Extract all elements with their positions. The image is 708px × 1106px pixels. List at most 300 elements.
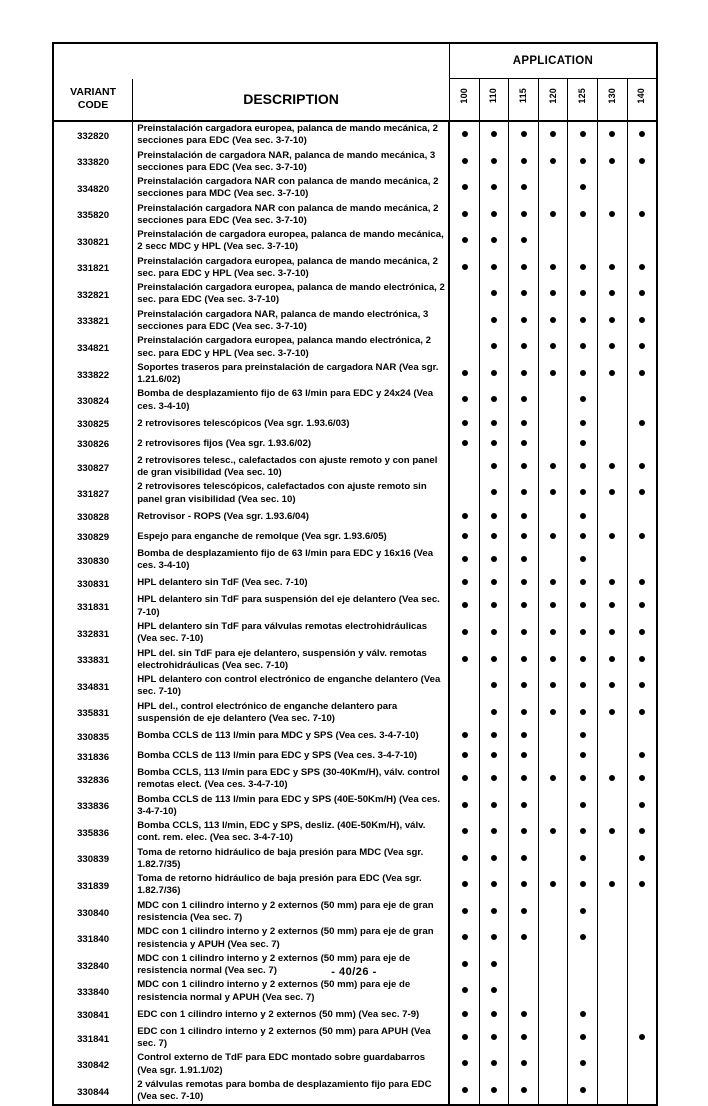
application-mark-cell-115 xyxy=(509,726,539,746)
description-header: DESCRIPTION xyxy=(133,79,450,122)
application-mark-cell-110 xyxy=(479,726,509,746)
application-dot-icon xyxy=(521,463,527,469)
application-mark-cell-110 xyxy=(479,480,509,507)
application-mark-cell-140 xyxy=(627,121,657,149)
variant-code-cell: 334831 xyxy=(53,673,133,700)
application-mark-cell-140 xyxy=(627,1025,657,1052)
application-mark-cell-130 xyxy=(598,228,628,255)
application-mark-cell-115 xyxy=(509,361,539,388)
description-cell: 2 retrovisores telescópicos, calefactados con ajuste remoto sin panel gran visibilidad (Vea sec. 10) xyxy=(133,480,450,507)
application-dot-icon xyxy=(521,709,527,715)
variant-code-cell: 331839 xyxy=(53,872,133,899)
variant-code-cell: 330829 xyxy=(53,527,133,547)
application-dot-icon xyxy=(609,158,615,164)
application-mark-cell-140 xyxy=(627,1051,657,1078)
application-dot-icon xyxy=(580,264,586,270)
application-mark-cell-115 xyxy=(509,872,539,899)
application-mark-cell-100 xyxy=(449,978,479,1005)
variant-code-cell: 333822 xyxy=(53,361,133,388)
description-cell: Bomba de desplazamiento fijo de 63 l/min para EDC y 24x24 (Vea ces. 3-4-10) xyxy=(133,387,450,414)
application-dot-icon xyxy=(521,513,527,519)
application-dot-icon xyxy=(491,656,497,662)
application-empty-cell xyxy=(550,237,556,243)
application-mark-cell-110 xyxy=(479,819,509,846)
application-mark-cell-140 xyxy=(627,480,657,507)
application-dot-icon xyxy=(609,489,615,495)
application-mark-cell-115 xyxy=(509,334,539,361)
variant-code-cell: 332831 xyxy=(53,620,133,647)
description-cell: 2 retrovisores telesc., calefactados con ajuste remoto y con panel de gran visibilidad (Vea sec. 10) xyxy=(133,454,450,481)
application-mark-cell-110 xyxy=(479,1051,509,1078)
application-dot-icon xyxy=(521,732,527,738)
application-mark-cell-125 xyxy=(568,766,598,793)
table-row xyxy=(53,175,657,202)
application-mark-cell-125 xyxy=(568,846,598,873)
application-mark-cell-120 xyxy=(538,547,568,574)
description-cell: Preinstalación cargadora NAR con palanca de mando mecánica, 2 secciones para MDC (Vea sec. 3-7-10) xyxy=(133,175,450,202)
description-cell: HPL del., control electrónico de enganche delantero para suspensión de eje delantero (Vea sec. 7-10) xyxy=(133,700,450,727)
application-dot-icon xyxy=(639,752,645,758)
application-mark-cell-120 xyxy=(538,454,568,481)
application-mark-cell-130 xyxy=(598,819,628,846)
application-mark-cell-130 xyxy=(598,434,628,454)
application-dot-icon xyxy=(639,802,645,808)
application-dot-icon xyxy=(521,682,527,688)
application-dot-icon xyxy=(491,908,497,914)
variant-code-cell: 331836 xyxy=(53,746,133,766)
application-empty-cell xyxy=(550,1060,556,1066)
application-dot-icon xyxy=(491,420,497,426)
description-cell: HPL delantero con control electrónico de enganche delantero (Vea sec. 7-10) xyxy=(133,673,450,700)
application-mark-cell-125 xyxy=(568,387,598,414)
application-empty-cell xyxy=(639,237,645,243)
table-row xyxy=(53,978,657,1005)
application-dot-icon xyxy=(580,184,586,190)
application-dot-icon xyxy=(609,656,615,662)
variant-code-header-line2: CODE xyxy=(77,99,109,112)
application-mark-cell-100 xyxy=(449,700,479,727)
application-mark-cell-115 xyxy=(509,1005,539,1025)
application-mark-cell-110 xyxy=(479,846,509,873)
application-mark-cell-100 xyxy=(449,925,479,952)
application-mark-cell-115 xyxy=(509,573,539,593)
variant-code-cell: 330824 xyxy=(53,387,133,414)
application-empty-cell xyxy=(550,752,556,758)
application-mark-cell-110 xyxy=(479,1005,509,1025)
application-dot-icon xyxy=(580,131,586,137)
application-dot-icon xyxy=(580,732,586,738)
application-dot-icon xyxy=(462,158,468,164)
application-mark-cell-140 xyxy=(627,620,657,647)
application-dot-icon xyxy=(550,131,556,137)
application-mark-cell-120 xyxy=(538,872,568,899)
application-dot-icon xyxy=(639,158,645,164)
header-row-columns xyxy=(53,79,657,122)
application-mark-cell-110 xyxy=(479,547,509,574)
application-mark-cell-130 xyxy=(598,593,628,620)
header-spacer-description xyxy=(133,43,450,79)
table-row xyxy=(53,1025,657,1052)
application-dot-icon xyxy=(580,881,586,887)
description-cell: Preinstalación cargadora europea, palanca mando electrónica, 2 sec. para EDC y HPL (Vea sec. 3-7-10) xyxy=(133,334,450,361)
application-mark-cell-100 xyxy=(449,434,479,454)
application-dot-icon xyxy=(521,370,527,376)
application-mark-cell-125 xyxy=(568,527,598,547)
application-mark-cell-125 xyxy=(568,573,598,593)
application-dot-icon xyxy=(491,463,497,469)
description-cell: Preinstalación de cargadora europea, palanca de mando mecánica, 2 secc MDC y HPL (Vea sec. 3-7-10) xyxy=(133,228,450,255)
application-mark-cell-100 xyxy=(449,334,479,361)
application-mark-cell-130 xyxy=(598,726,628,746)
application-mark-cell-125 xyxy=(568,149,598,176)
application-mark-cell-125 xyxy=(568,819,598,846)
application-mark-cell-120 xyxy=(538,308,568,335)
application-mark-cell-100 xyxy=(449,1005,479,1025)
application-dot-icon xyxy=(580,855,586,861)
description-cell: MDC con 1 cilindro interno y 2 externos (50 mm) para eje de resistencia normal (Vea sec. 7) xyxy=(133,952,450,979)
application-dot-icon xyxy=(491,775,497,781)
application-mark-cell-110 xyxy=(479,175,509,202)
application-mark-cell-110 xyxy=(479,872,509,899)
table-row xyxy=(53,121,657,149)
variant-code-cell: 333820 xyxy=(53,149,133,176)
application-dot-icon xyxy=(580,656,586,662)
application-mark-cell-110 xyxy=(479,149,509,176)
header-spacer-code xyxy=(53,43,133,79)
application-dot-icon xyxy=(462,881,468,887)
application-dot-icon xyxy=(462,396,468,402)
application-mark-cell-110 xyxy=(479,527,509,547)
application-dot-icon xyxy=(491,602,497,608)
application-mark-cell-100 xyxy=(449,175,479,202)
application-dot-icon xyxy=(639,290,645,296)
table-row xyxy=(53,573,657,593)
application-dot-icon xyxy=(550,775,556,781)
table-row xyxy=(53,1005,657,1025)
application-dot-icon xyxy=(550,656,556,662)
application-dot-icon xyxy=(550,317,556,323)
application-dot-icon xyxy=(491,370,497,376)
application-empty-cell xyxy=(550,1087,556,1093)
variant-code-cell: 334821 xyxy=(53,334,133,361)
application-mark-cell-100 xyxy=(449,726,479,746)
application-mark-cell-120 xyxy=(538,593,568,620)
application-dot-icon xyxy=(462,1011,468,1017)
application-mark-cell-125 xyxy=(568,414,598,434)
application-dot-icon xyxy=(550,602,556,608)
application-mark-cell-115 xyxy=(509,149,539,176)
application-mark-cell-130 xyxy=(598,846,628,873)
application-dot-icon xyxy=(580,556,586,562)
application-mark-cell-130 xyxy=(598,793,628,820)
application-mark-cell-130 xyxy=(598,361,628,388)
application-dot-icon xyxy=(609,709,615,715)
application-empty-cell xyxy=(609,752,615,758)
application-dot-icon xyxy=(550,370,556,376)
application-empty-cell xyxy=(609,513,615,519)
table-row xyxy=(53,480,657,507)
application-dot-icon xyxy=(580,211,586,217)
application-mark-cell-130 xyxy=(598,454,628,481)
variant-code-cell: 330830 xyxy=(53,547,133,574)
application-dot-icon xyxy=(462,1034,468,1040)
description-cell: Bomba CCLS, 113 l/min para EDC y SPS (30-40Km/H), válv. control remotas elect. (Vea ces. 3-4-7-10) xyxy=(133,766,450,793)
application-mark-cell-120 xyxy=(538,1025,568,1052)
application-dot-icon xyxy=(521,1034,527,1040)
application-mark-cell-140 xyxy=(627,149,657,176)
application-dot-icon xyxy=(491,682,497,688)
application-dot-icon xyxy=(521,855,527,861)
application-dot-icon xyxy=(521,752,527,758)
application-empty-cell xyxy=(462,682,468,688)
application-dot-icon xyxy=(491,732,497,738)
table-row xyxy=(53,700,657,727)
application-dot-icon xyxy=(491,556,497,562)
application-empty-cell xyxy=(550,440,556,446)
description-cell: MDC con 1 cilindro interno y 2 externos (50 mm) para eje de resistencia normal y APUH (Vea sec. 7) xyxy=(133,978,450,1005)
application-empty-cell xyxy=(639,908,645,914)
application-dot-icon xyxy=(580,396,586,402)
variant-code-cell: 330821 xyxy=(53,228,133,255)
application-dot-icon xyxy=(639,682,645,688)
application-mark-cell-120 xyxy=(538,673,568,700)
application-mark-cell-115 xyxy=(509,255,539,282)
application-dot-icon xyxy=(609,602,615,608)
application-dot-icon xyxy=(639,881,645,887)
application-mark-cell-120 xyxy=(538,846,568,873)
application-empty-cell xyxy=(550,987,556,993)
application-dot-icon xyxy=(639,629,645,635)
application-dot-icon xyxy=(639,602,645,608)
application-mark-cell-130 xyxy=(598,925,628,952)
table-row xyxy=(53,308,657,335)
table-row xyxy=(53,387,657,414)
table-row xyxy=(53,726,657,746)
application-dot-icon xyxy=(580,934,586,940)
application-mark-cell-130 xyxy=(598,175,628,202)
application-mark-cell-125 xyxy=(568,361,598,388)
application-dot-icon xyxy=(580,1087,586,1093)
application-mark-cell-125 xyxy=(568,620,598,647)
application-mark-cell-140 xyxy=(627,527,657,547)
application-mark-cell-125 xyxy=(568,480,598,507)
application-empty-cell xyxy=(609,1060,615,1066)
application-mark-cell-110 xyxy=(479,414,509,434)
model-column-label: 140 xyxy=(636,87,647,104)
application-mark-cell-140 xyxy=(627,872,657,899)
application-empty-cell xyxy=(609,908,615,914)
application-dot-icon xyxy=(521,881,527,887)
application-dot-icon xyxy=(462,533,468,539)
application-dot-icon xyxy=(580,1060,586,1066)
table-head xyxy=(53,43,657,121)
application-mark-cell-110 xyxy=(479,793,509,820)
application-mark-cell-110 xyxy=(479,746,509,766)
application-mark-cell-100 xyxy=(449,793,479,820)
application-mark-cell-130 xyxy=(598,673,628,700)
variant-code-cell: 331831 xyxy=(53,593,133,620)
application-dot-icon xyxy=(550,463,556,469)
application-empty-cell xyxy=(609,396,615,402)
application-dot-icon xyxy=(521,420,527,426)
application-empty-cell xyxy=(462,290,468,296)
application-mark-cell-115 xyxy=(509,1051,539,1078)
application-empty-cell xyxy=(550,908,556,914)
model-column-header-130 xyxy=(598,79,628,122)
application-dot-icon xyxy=(491,579,497,585)
application-dot-icon xyxy=(609,828,615,834)
application-dot-icon xyxy=(609,317,615,323)
application-mark-cell-125 xyxy=(568,746,598,766)
application-mark-cell-140 xyxy=(627,978,657,1005)
page-footer: - 40/26 - xyxy=(331,966,377,978)
application-mark-cell-140 xyxy=(627,766,657,793)
application-dot-icon xyxy=(639,1034,645,1040)
application-mark-cell-125 xyxy=(568,925,598,952)
application-dot-icon xyxy=(521,237,527,243)
application-dot-icon xyxy=(462,1060,468,1066)
description-cell: Toma de retorno hidráulico de baja presión para EDC (Vea sgr. 1.82.7/36) xyxy=(133,872,450,899)
application-dot-icon xyxy=(609,775,615,781)
application-dot-icon xyxy=(639,264,645,270)
model-column-header-125 xyxy=(568,79,598,122)
application-mark-cell-115 xyxy=(509,746,539,766)
application-dot-icon xyxy=(491,131,497,137)
application-dot-icon xyxy=(550,682,556,688)
application-dot-icon xyxy=(462,556,468,562)
application-dot-icon xyxy=(639,343,645,349)
description-cell: Toma de retorno hidráulico de baja presión para MDC (Vea sgr. 1.82.7/35) xyxy=(133,846,450,873)
description-cell: Control externo de TdF para EDC montado sobre guardabarros (Vea sgr. 1.91.1/02) xyxy=(133,1051,450,1078)
table-row xyxy=(53,673,657,700)
application-dot-icon xyxy=(609,579,615,585)
application-empty-cell xyxy=(639,987,645,993)
application-dot-icon xyxy=(580,752,586,758)
application-mark-cell-130 xyxy=(598,414,628,434)
application-dot-icon xyxy=(580,682,586,688)
application-mark-cell-110 xyxy=(479,899,509,926)
application-mark-cell-140 xyxy=(627,547,657,574)
application-dot-icon xyxy=(580,533,586,539)
model-column-header-115 xyxy=(509,79,539,122)
application-dot-icon xyxy=(491,440,497,446)
application-mark-cell-125 xyxy=(568,507,598,527)
application-dot-icon xyxy=(639,420,645,426)
application-dot-icon xyxy=(609,131,615,137)
application-empty-cell xyxy=(609,440,615,446)
application-mark-cell-120 xyxy=(538,1051,568,1078)
model-column-label: 120 xyxy=(547,87,558,104)
application-mark-cell-140 xyxy=(627,387,657,414)
application-empty-cell xyxy=(550,513,556,519)
application-dot-icon xyxy=(580,1011,586,1017)
application-dot-icon xyxy=(491,264,497,270)
application-mark-cell-130 xyxy=(598,202,628,229)
variant-code-cell: 332840 xyxy=(53,952,133,979)
application-mark-cell-125 xyxy=(568,454,598,481)
application-mark-cell-140 xyxy=(627,573,657,593)
application-header: APPLICATION xyxy=(449,43,657,79)
model-column-label: 130 xyxy=(606,87,617,104)
application-dot-icon xyxy=(462,732,468,738)
application-mark-cell-115 xyxy=(509,819,539,846)
application-mark-cell-100 xyxy=(449,281,479,308)
application-dot-icon xyxy=(491,828,497,834)
application-mark-cell-125 xyxy=(568,793,598,820)
application-dot-icon xyxy=(639,131,645,137)
application-mark-cell-110 xyxy=(479,507,509,527)
application-dot-icon xyxy=(550,881,556,887)
application-mark-cell-120 xyxy=(538,361,568,388)
application-mark-cell-130 xyxy=(598,573,628,593)
application-mark-cell-100 xyxy=(449,228,479,255)
application-mark-cell-120 xyxy=(538,746,568,766)
application-empty-cell xyxy=(609,556,615,562)
application-dot-icon xyxy=(580,463,586,469)
application-empty-cell xyxy=(639,1011,645,1017)
application-mark-cell-100 xyxy=(449,746,479,766)
application-dot-icon xyxy=(462,184,468,190)
variant-code-cell: 330844 xyxy=(53,1078,133,1106)
application-mark-cell-110 xyxy=(479,978,509,1005)
application-mark-cell-115 xyxy=(509,507,539,527)
application-mark-cell-120 xyxy=(538,202,568,229)
application-empty-cell xyxy=(462,317,468,323)
application-dot-icon xyxy=(462,420,468,426)
application-dot-icon xyxy=(491,533,497,539)
application-dot-icon xyxy=(491,881,497,887)
application-mark-cell-125 xyxy=(568,647,598,674)
application-mark-cell-140 xyxy=(627,925,657,952)
application-mark-cell-140 xyxy=(627,228,657,255)
header-row-application xyxy=(53,43,657,79)
description-cell: EDC con 1 cilindro interno y 2 externos (50 mm) (Vea sec. 7-9) xyxy=(133,1005,450,1025)
application-mark-cell-110 xyxy=(479,620,509,647)
application-dot-icon xyxy=(580,629,586,635)
application-dot-icon xyxy=(550,629,556,635)
application-mark-cell-125 xyxy=(568,1078,598,1106)
application-dot-icon xyxy=(462,775,468,781)
application-empty-cell xyxy=(580,237,586,243)
application-dot-icon xyxy=(550,158,556,164)
application-mark-cell-110 xyxy=(479,434,509,454)
application-mark-cell-120 xyxy=(538,793,568,820)
application-empty-cell xyxy=(639,732,645,738)
variant-code-cell: 330842 xyxy=(53,1051,133,1078)
application-mark-cell-115 xyxy=(509,202,539,229)
application-dot-icon xyxy=(550,264,556,270)
application-mark-cell-110 xyxy=(479,647,509,674)
application-empty-cell xyxy=(550,556,556,562)
application-dot-icon xyxy=(462,370,468,376)
application-mark-cell-120 xyxy=(538,647,568,674)
application-mark-cell-115 xyxy=(509,766,539,793)
application-dot-icon xyxy=(609,290,615,296)
application-dot-icon xyxy=(521,1087,527,1093)
application-dot-icon xyxy=(521,602,527,608)
application-empty-cell xyxy=(609,855,615,861)
application-mark-cell-140 xyxy=(627,507,657,527)
application-mark-cell-110 xyxy=(479,361,509,388)
variant-code-cell: 331841 xyxy=(53,1025,133,1052)
application-mark-cell-120 xyxy=(538,334,568,361)
application-dot-icon xyxy=(521,184,527,190)
application-mark-cell-120 xyxy=(538,899,568,926)
table-row xyxy=(53,872,657,899)
application-mark-cell-130 xyxy=(598,480,628,507)
application-mark-cell-115 xyxy=(509,121,539,149)
application-mark-cell-115 xyxy=(509,454,539,481)
